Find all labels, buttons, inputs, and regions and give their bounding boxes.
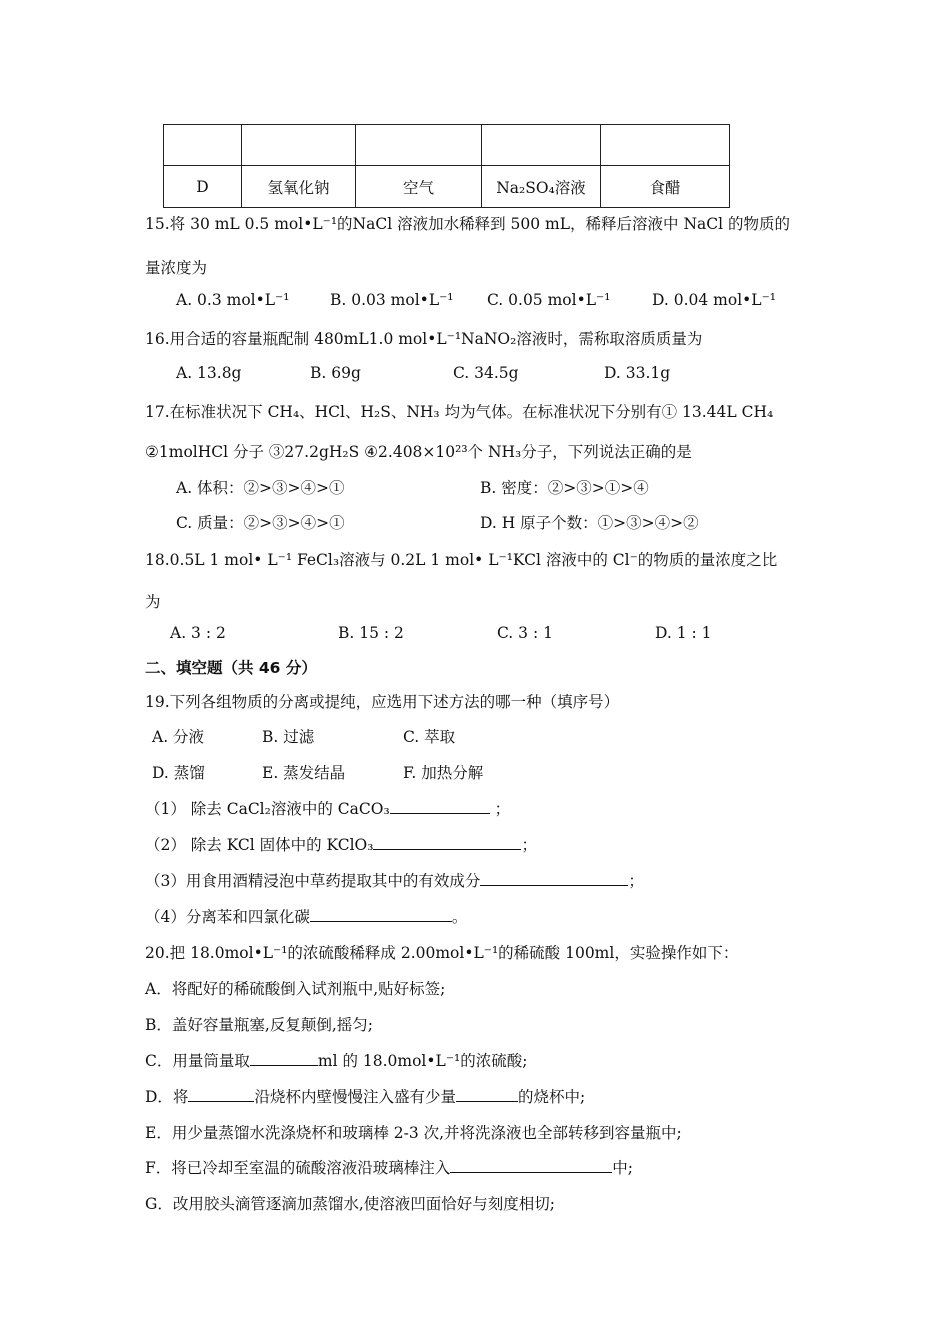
option-b: B. 密度：②>③>①>④ <box>480 479 649 497</box>
item-text: （3）用食用酒精浸泡中草药提取其中的有效成分 <box>145 872 481 890</box>
option-d: D. 1 : 1 <box>655 624 712 642</box>
table-cell <box>242 125 356 166</box>
table-row <box>164 125 730 166</box>
method-a: A. 分液 <box>152 728 205 746</box>
item-text: （2） 除去 KCl 固体中的 KClO₃ <box>145 836 374 854</box>
option-c: C. 34.5g <box>453 364 519 382</box>
q19-item-1 <box>145 797 510 819</box>
question-17-text: 17.在标准状况下 CH₄、HCl、H₂S、NH₃ 均为气体。在标准状况下分别有① 13.44L CH₄ <box>145 403 774 421</box>
question-15-text: 15.将 30 mL 0.5 mol•L⁻¹的NaCl 溶液加水稀释到 500 mL，稀释后溶液中 NaCl 的物质的 <box>145 215 790 233</box>
answer-blank[interactable] <box>480 871 628 886</box>
question-19-text: 19.下列各组物质的分离或提纯，应选用下述方法的哪一种（填序号） <box>145 693 620 711</box>
item-text: （1） 除去 CaCl₂溶液中的 CaCO₃ <box>145 800 390 818</box>
step-d <box>145 1085 585 1107</box>
option-d: D. H 原子个数：①>③>④>② <box>480 514 699 532</box>
option-c: C. 0.05 mol•L⁻¹ <box>487 291 611 309</box>
item-suffix: 。 <box>451 908 468 926</box>
option-a: A. 体积：②>③>④>① <box>176 479 345 497</box>
table-cell <box>601 125 730 166</box>
answer-blank[interactable] <box>250 1051 318 1066</box>
answer-blank[interactable] <box>188 1087 254 1102</box>
answer-blank[interactable] <box>456 1087 518 1102</box>
question-16-text: 16.用合适的容量瓶配制 480mL1.0 mol•L⁻¹NaNO₂溶液时，需称取溶质质量为 <box>145 330 703 348</box>
item-suffix: ； <box>489 800 511 818</box>
step-text: 中; <box>612 1159 633 1177</box>
step-g: G．改用胶头滴管逐滴加蒸馏水,使溶液凹面恰好与刻度相切; <box>145 1195 556 1213</box>
option-b: B. 15 : 2 <box>338 624 404 642</box>
answer-blank[interactable] <box>450 1158 612 1173</box>
q19-item-2 <box>145 833 537 855</box>
method-f: F. 加热分解 <box>403 764 484 782</box>
method-c: C. 萃取 <box>403 728 456 746</box>
step-a: A．将配好的稀硫酸倒入试剂瓶中,贴好标签; <box>145 980 446 998</box>
option-d: D. 0.04 mol•L⁻¹ <box>652 291 776 309</box>
question-20-text: 20.把 18.0mol•L⁻¹的浓硫酸稀释成 2.00mol•L⁻¹的稀硫酸 100ml，实验操作如下： <box>145 944 739 962</box>
item-text: （4）分离苯和四氯化碳 <box>145 908 310 926</box>
step-text: 沿烧杯内壁慢慢注入盛有少量 <box>254 1088 456 1106</box>
table-cell <box>356 125 482 166</box>
option-c: C. 3 : 1 <box>497 624 553 642</box>
question-15-text-cont: 量浓度为 <box>145 259 208 277</box>
step-e: E．用少量蒸馏水洗涤烧杯和玻璃棒 2-3 次,并将洗涤液也全部转移到容量瓶中; <box>145 1124 682 1142</box>
answer-blank[interactable] <box>310 907 452 922</box>
question-18-text: 18.0.5L 1 mol• L⁻¹ FeCl₃溶液与 0.2L 1 mol• L⁻¹KCl 溶液中的 Cl⁻的物质的量浓度之比 <box>145 551 778 569</box>
table-cell: D <box>164 166 242 208</box>
table-cell: 食醋 <box>601 166 730 208</box>
step-b: B．盖好容量瓶塞,反复颠倒,摇匀; <box>145 1016 373 1034</box>
item-suffix: ； <box>521 836 537 854</box>
option-a: A. 0.3 mol•L⁻¹ <box>176 291 290 309</box>
step-c <box>145 1049 527 1071</box>
answer-blank[interactable] <box>373 835 521 850</box>
table-cell <box>482 125 601 166</box>
table-cell <box>164 125 242 166</box>
question-17-text-cont: ②1molHCl 分子 ③27.2gH₂S ④2.408×10²³个 NH₃分子，下列说法正确的是 <box>145 443 692 461</box>
section-title: 二、填空题（共 46 分） <box>145 659 317 677</box>
q19-item-3 <box>145 869 644 891</box>
option-a: A. 13.8g <box>176 364 242 382</box>
step-text: 的烧杯中; <box>517 1088 586 1106</box>
step-text: ml 的 18.0mol•L⁻¹的浓硫酸; <box>317 1052 528 1070</box>
step-text: F．将已冷却至室温的硫酸溶液沿玻璃棒注入 <box>145 1159 451 1177</box>
method-e: E. 蒸发结晶 <box>262 764 346 782</box>
step-f <box>145 1156 633 1178</box>
table-cell: Na₂SO₄溶液 <box>482 166 601 208</box>
q19-item-4 <box>145 905 467 927</box>
option-c: C. 质量：②>③>④>① <box>176 514 345 532</box>
option-b: B. 0.03 mol•L⁻¹ <box>330 291 454 309</box>
table-cell: 氢氧化钠 <box>242 166 356 208</box>
table-row <box>164 166 730 208</box>
step-text: C．用量筒量取 <box>145 1052 250 1070</box>
answer-blank[interactable] <box>390 799 490 814</box>
method-d: D. 蒸馏 <box>152 764 205 782</box>
question-18-text-cont: 为 <box>145 593 161 611</box>
option-b: B. 69g <box>310 364 361 382</box>
option-d: D. 33.1g <box>604 364 671 382</box>
answer-table <box>163 124 730 208</box>
step-text: D．将 <box>145 1088 189 1106</box>
table-cell: 空气 <box>356 166 482 208</box>
method-b: B. 过滤 <box>262 728 315 746</box>
item-suffix: ； <box>628 872 644 890</box>
option-a: A. 3 : 2 <box>170 624 226 642</box>
